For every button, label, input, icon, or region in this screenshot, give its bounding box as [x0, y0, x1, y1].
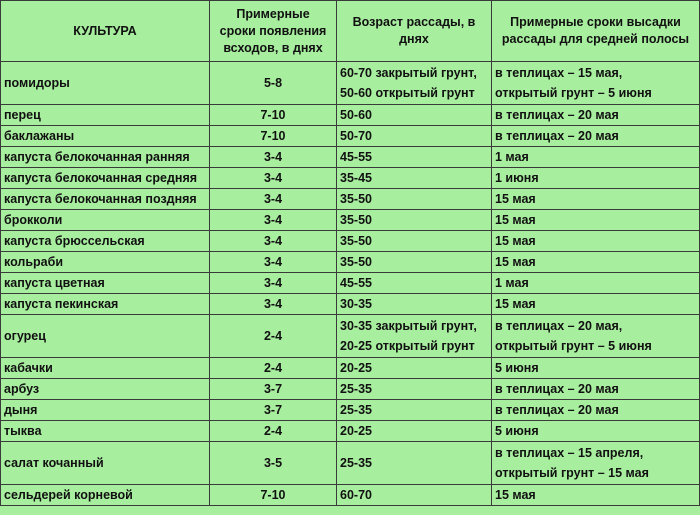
planting-cell [492, 442, 700, 485]
planting-cell-line: открытый грунт – 5 июня [495, 86, 652, 100]
seedling-age-cell [337, 442, 492, 485]
crop-cell: капуста брюссельская [1, 231, 210, 252]
planting-cell-line: открытый грунт – 15 мая [495, 466, 649, 480]
planting-cell-line: 15 мая [495, 255, 536, 269]
germination-cell: 7-10 [210, 126, 337, 147]
planting-cell-line: 15 мая [495, 488, 536, 502]
planting-cell [492, 147, 700, 168]
crop-cell: капуста белокочанная поздняя [1, 189, 210, 210]
planting-cell [492, 358, 700, 379]
crop-cell: помидоры [1, 62, 210, 105]
planting-cell-line: 15 мая [495, 213, 536, 227]
planting-cell-line: в теплицах – 20 мая [495, 382, 619, 396]
seedling-age-cell [337, 379, 492, 400]
seedling-age-cell [337, 421, 492, 442]
seedling-age-cell [337, 126, 492, 147]
seedling-age-cell [337, 315, 492, 358]
table-row [1, 273, 700, 294]
germination-cell: 3-4 [210, 273, 337, 294]
crop-cell: дыня [1, 400, 210, 421]
seedling-age-cell-line: 35-50 [340, 213, 372, 227]
germination-cell: 3-5 [210, 442, 337, 485]
seedling-age-cell [337, 252, 492, 273]
planting-cell-line: 15 мая [495, 297, 536, 311]
header-planting [492, 1, 700, 62]
planting-cell-line: 1 июня [495, 171, 539, 185]
seedling-age-cell [337, 358, 492, 379]
seedling-age-cell-line: 50-60 открытый грунт [340, 86, 475, 100]
crop-cell: перец [1, 105, 210, 126]
germination-cell: 3-4 [210, 147, 337, 168]
crop-cell: сельдерей корневой [1, 485, 210, 506]
header-germination-line: всходов, в днях [223, 40, 323, 55]
table-row [1, 126, 700, 147]
crop-cell: брокколи [1, 210, 210, 231]
seedling-age-cell-line: 45-55 [340, 276, 372, 290]
planting-cell [492, 421, 700, 442]
table-body [1, 62, 700, 506]
planting-cell [492, 294, 700, 315]
crop-cell: кабачки [1, 358, 210, 379]
seedling-age-cell-line: 45-55 [340, 150, 372, 164]
crop-cell: капуста пекинская [1, 294, 210, 315]
table-row [1, 168, 700, 189]
planting-cell-line: в теплицах – 20 мая [495, 403, 619, 417]
seedling-age-cell-line: 60-70 [340, 488, 372, 502]
table-row [1, 315, 700, 358]
seedling-age-cell [337, 210, 492, 231]
planting-cell [492, 379, 700, 400]
table-row [1, 421, 700, 442]
planting-cell [492, 315, 700, 358]
seedling-age-cell-line: 20-25 [340, 424, 372, 438]
planting-cell-line: 15 мая [495, 234, 536, 248]
planting-cell [492, 485, 700, 506]
planting-cell [492, 231, 700, 252]
header-crop: КУЛЬТУРА [1, 1, 210, 62]
planting-cell-line: в теплицах – 20 мая [495, 108, 619, 122]
table-row [1, 379, 700, 400]
planting-cell-line: в теплицах – 20 мая, [495, 319, 623, 333]
table-row [1, 210, 700, 231]
seedling-age-cell-line: 35-50 [340, 234, 372, 248]
planting-cell [492, 62, 700, 105]
table-row [1, 485, 700, 506]
crop-cell: арбуз [1, 379, 210, 400]
seedling-age-cell-line: 20-25 [340, 361, 372, 375]
table-row [1, 105, 700, 126]
seedling-age-cell-line: 30-35 закрытый грунт, [340, 319, 477, 333]
header-seedling-age-line: днях [399, 32, 429, 46]
crop-cell: капуста цветная [1, 273, 210, 294]
crop-cell: капуста белокочанная ранняя [1, 147, 210, 168]
table-row [1, 442, 700, 485]
planting-cell [492, 189, 700, 210]
table-row [1, 294, 700, 315]
header-row [1, 1, 700, 62]
planting-cell-line: в теплицах – 15 апреля, [495, 446, 644, 460]
crop-cell: огурец [1, 315, 210, 358]
header-planting-line: Примерные сроки высадки [510, 15, 681, 29]
table-row [1, 147, 700, 168]
seedling-age-cell-line: 35-50 [340, 255, 372, 269]
seedling-age-cell-line: 35-50 [340, 192, 372, 206]
header-germination-line: сроки появления [219, 23, 327, 38]
table-row [1, 400, 700, 421]
header-seedling-age [337, 1, 492, 62]
crop-cell: тыква [1, 421, 210, 442]
germination-cell: 2-4 [210, 421, 337, 442]
planting-cell [492, 400, 700, 421]
germination-cell: 3-4 [210, 168, 337, 189]
germination-cell: 3-7 [210, 379, 337, 400]
planting-cell-line: в теплицах – 20 мая [495, 129, 619, 143]
seedling-age-cell [337, 273, 492, 294]
seedling-age-cell [337, 231, 492, 252]
seedling-age-cell [337, 485, 492, 506]
germination-cell: 2-4 [210, 358, 337, 379]
germination-cell: 3-4 [210, 210, 337, 231]
header-germination [210, 1, 337, 62]
germination-cell: 5-8 [210, 62, 337, 105]
germination-cell: 7-10 [210, 105, 337, 126]
seedling-age-cell-line: 60-70 закрытый грунт, [340, 66, 477, 80]
table-row [1, 231, 700, 252]
germination-cell: 7-10 [210, 485, 337, 506]
seedling-age-cell-line: 35-45 [340, 171, 372, 185]
header-planting-line: рассады для средней полосы [501, 32, 690, 46]
planting-cell [492, 168, 700, 189]
table-row [1, 358, 700, 379]
seedling-age-cell-line: 25-35 [340, 382, 372, 396]
seedling-age-cell [337, 400, 492, 421]
crop-cell: кольраби [1, 252, 210, 273]
planting-cell-line: 1 мая [495, 150, 529, 164]
planting-cell-line: открытый грунт – 5 июня [495, 339, 652, 353]
planting-cell-line: 5 июня [495, 361, 539, 375]
seedling-age-cell-line: 50-70 [340, 129, 372, 143]
crop-cell: баклажаны [1, 126, 210, 147]
planting-cell [492, 252, 700, 273]
seedling-age-cell [337, 105, 492, 126]
planting-cell [492, 273, 700, 294]
seedling-age-cell-line: 25-35 [340, 456, 372, 470]
seedling-age-cell [337, 168, 492, 189]
planting-cell-line: 15 мая [495, 192, 536, 206]
germination-cell: 3-4 [210, 294, 337, 315]
germination-cell: 3-4 [210, 189, 337, 210]
planting-cell-line: в теплицах – 15 мая, [495, 66, 623, 80]
germination-cell: 2-4 [210, 315, 337, 358]
seedling-age-cell [337, 62, 492, 105]
planting-cell [492, 126, 700, 147]
seedling-age-cell-line: 25-35 [340, 403, 372, 417]
seedling-age-cell-line: 50-60 [340, 108, 372, 122]
planting-cell [492, 105, 700, 126]
germination-cell: 3-4 [210, 231, 337, 252]
table-row [1, 62, 700, 105]
planting-cell [492, 210, 700, 231]
crop-cell: капуста белокочанная средняя [1, 168, 210, 189]
table-row [1, 189, 700, 210]
seedling-age-cell [337, 189, 492, 210]
planting-cell-line: 5 июня [495, 424, 539, 438]
header-seedling-age-line: Возраст рассады, в [352, 15, 476, 29]
header-germination-line: Примерные [236, 6, 310, 21]
seedling-age-cell [337, 147, 492, 168]
seedling-age-cell [337, 294, 492, 315]
seedling-age-cell-line: 30-35 [340, 297, 372, 311]
crop-cell: салат кочанный [1, 442, 210, 485]
table-row [1, 252, 700, 273]
seedling-age-cell-line: 20-25 открытый грунт [340, 339, 475, 353]
planting-cell-line: 1 мая [495, 276, 529, 290]
germination-cell: 3-7 [210, 400, 337, 421]
germination-cell: 3-4 [210, 252, 337, 273]
